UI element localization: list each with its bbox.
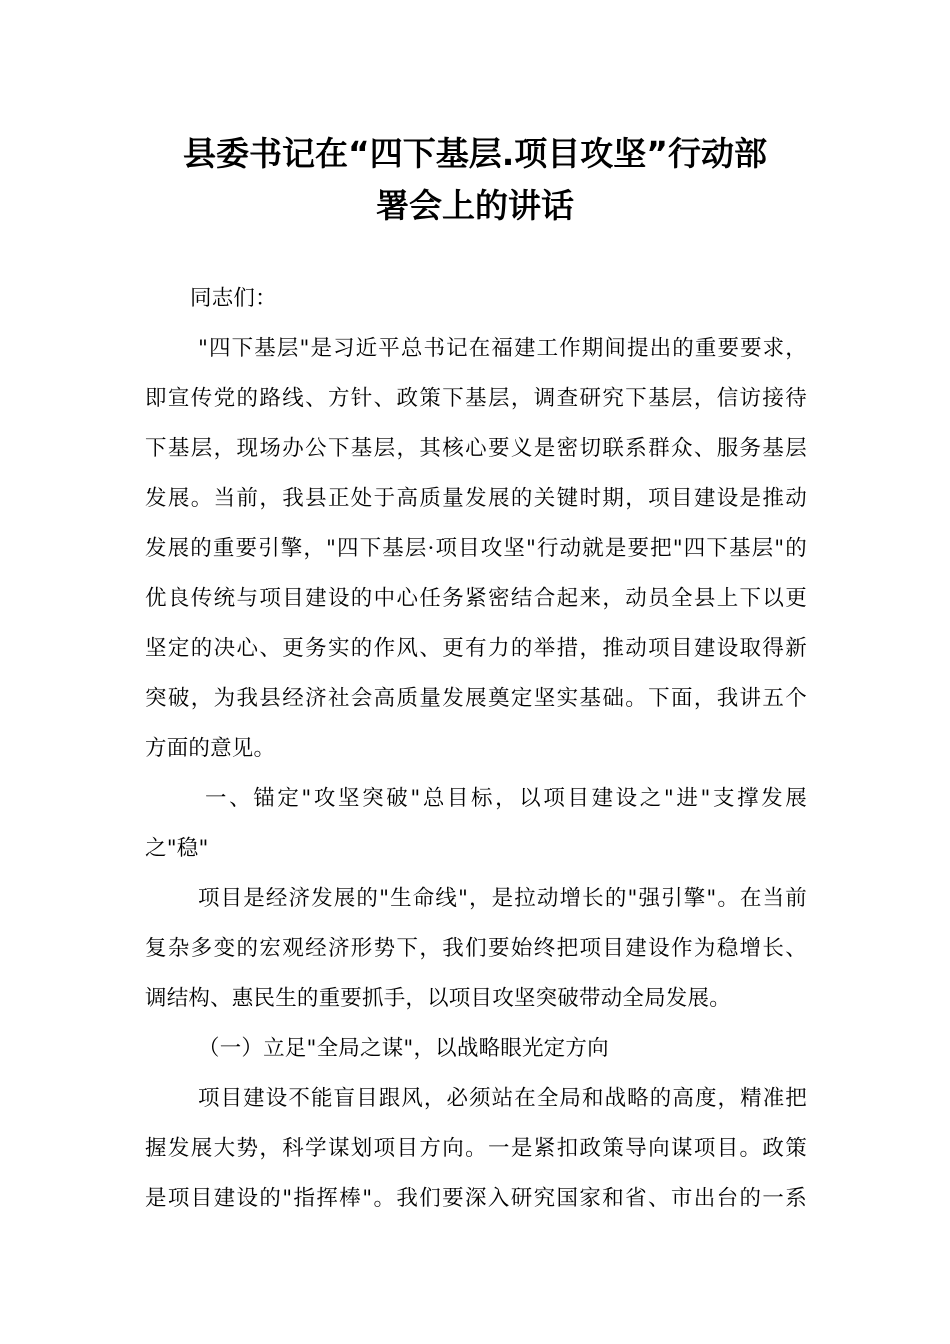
paragraph-line: 突破，为我县经济社会高质量发展奠定坚实基础。下面，我讲五个	[145, 686, 807, 711]
paragraph-line: 发展。当前，我县正处于高质量发展的关键时期，项目建设是推动	[145, 486, 807, 511]
page-title	[140, 128, 810, 232]
title-line-2: 署会上的讲话	[376, 186, 574, 225]
paragraph-line: 优良传统与项目建设的中心任务紧密结合起来，动员全县上下以更	[145, 586, 807, 611]
subsection-heading: （一）立足"全局之谋"，以战略眼光定方向	[198, 1036, 609, 1061]
paragraph-line: 下基层，现场办公下基层，其核心要义是密切联系群众、服务基层	[145, 436, 807, 461]
paragraph-line: 握发展大势，科学谋划项目方向。一是紧扣政策导向谋项目。政策	[145, 1136, 807, 1161]
paragraph-line: 是项目建设的"指挥棒"。我们要深入研究国家和省、市出台的一系	[145, 1186, 807, 1211]
section-heading: 一、锚定"攻坚突破"总目标，以项目建设之"进"支撑发展	[205, 786, 807, 811]
paragraph-line: "四下基层"是习近平总书记在福建工作期间提出的重要要求，	[198, 336, 807, 361]
section-heading: 之"稳"	[145, 836, 209, 861]
paragraph-line: 方面的意见。	[145, 736, 276, 761]
paragraph-line: 发展的重要引擎，"四下基层·项目攻坚"行动就是要把"四下基层"的	[145, 536, 807, 561]
paragraph-line: 即宣传党的路线、方针、政策下基层，调查研究下基层，信访接待	[145, 386, 807, 411]
paragraph-line: 复杂多变的宏观经济形势下，我们要始终把项目建设作为稳增长、	[145, 936, 807, 961]
paragraph-line: 项目建设不能盲目跟风，必须站在全局和战略的高度，精准把	[198, 1086, 807, 1111]
paragraph-line: 坚定的决心、更务实的作风、更有力的举措，推动项目建设取得新	[145, 636, 807, 661]
paragraph-line: 调结构、惠民生的重要抓手，以项目攻坚突破带动全局发展。	[145, 986, 731, 1011]
paragraph-line: 项目是经济发展的"生命线"，是拉动增长的"强引擎"。在当前	[198, 886, 807, 911]
salutation: 同志们：	[190, 286, 277, 311]
title-line-1: 县委书记在“四下基层.项目攻坚”行动部	[183, 134, 767, 173]
